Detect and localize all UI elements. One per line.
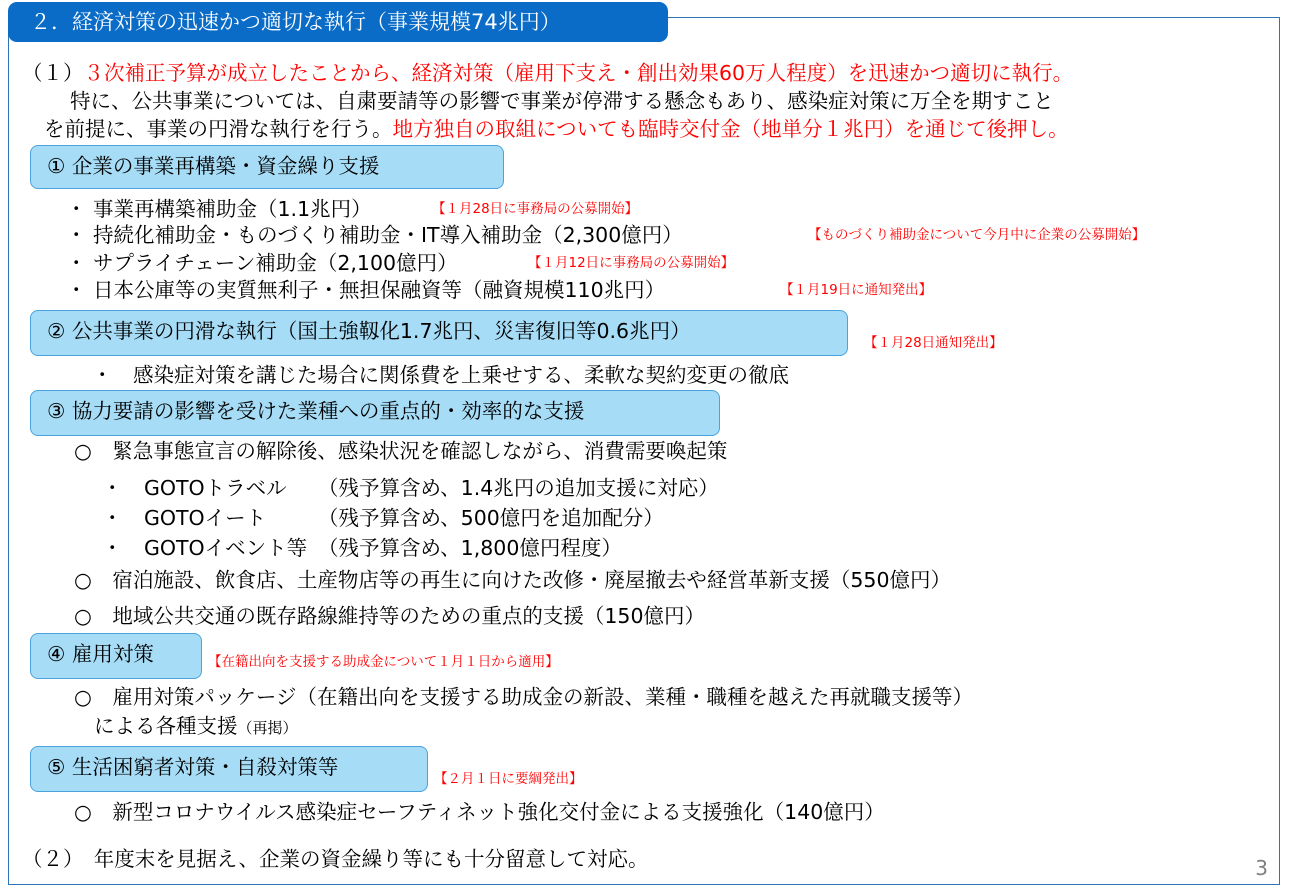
section-5-note: 【２月１日に要綱発出】 bbox=[434, 771, 583, 787]
section-header: ２．経済対策の迅速かつ適切な執行（事業規模74兆円） bbox=[8, 2, 668, 42]
section-3-item-3: ○ 地域公共交通の既存路線維持等のための重点的支援（150億円） bbox=[74, 604, 706, 628]
paragraph-1-line-3a: を前提に、事業の円滑な執行を行う。 bbox=[44, 117, 393, 141]
section-4-note: 【在籍出向を支援する助成金について１月１日から適用】 bbox=[208, 654, 559, 670]
section-3-sub-3-name: GOTOイベント等 bbox=[144, 536, 308, 560]
paragraph-1-red-text: ３次補正予算が成立したことから、経済対策（雇用下支え・創出効果60万人程度）を迅速かつ適切に執行。 bbox=[83, 61, 1074, 85]
section-4-item-2-repost: （再掲） bbox=[237, 719, 298, 737]
section-4-title-box: ④ 雇用対策 bbox=[30, 633, 202, 679]
section-2-item: ・ 感染症対策を講じた場合に関係費を上乗せする、柔軟な契約変更の徹底 bbox=[92, 363, 789, 387]
section-1-item-1-note: 【１月28日に事務局の公募開始】 bbox=[432, 201, 639, 217]
section-2-note: 【１月28日通知発出】 bbox=[864, 335, 1003, 351]
section-3-sub-1-bullet: ・ bbox=[102, 476, 123, 500]
paragraph-1-line-3 bbox=[44, 116, 1069, 142]
section-3-sub-2-bullet: ・ bbox=[102, 506, 123, 530]
section-2-title-box: ② 公共事業の円滑な執行（国土強靱化1.7兆円、災害復旧等0.6兆円） bbox=[30, 310, 848, 356]
paragraph-1-lead: （１） bbox=[22, 61, 84, 85]
section-1-item-3: ・ サプライチェーン補助金（2,100億円） bbox=[66, 251, 458, 275]
paragraph-1-line-3b: 地方独自の取組についても臨時交付金（地単分１兆円）を通じて後押し。 bbox=[392, 117, 1069, 141]
section-3-sub-1-name: GOTOトラベル bbox=[144, 476, 287, 500]
section-5-item: ○ 新型コロナウイルス感染症セーフティネット強化交付金による支援強化（140億円） bbox=[74, 800, 885, 824]
section-3-sub-2-desc: （残予算含め、500億円を追加配分） bbox=[318, 506, 664, 530]
paragraph-1-line-2: 特に、公共事業については、自粛要請等の影響で事業が停滞する懸念もあり、感染症対策に万全を期すこと bbox=[70, 89, 1054, 113]
section-1-item-4: ・ 日本公庫等の実質無利子・無担保融資等（融資規模110兆円） bbox=[66, 278, 666, 302]
section-3-title-box: ③ 協力要請の影響を受けた業種への重点的・効率的な支援 bbox=[30, 390, 720, 436]
section-4-item-2-text: による各種支援 bbox=[94, 714, 238, 738]
section-4-item-2 bbox=[94, 713, 298, 741]
section-1-item-4-note: 【１月19日に通知発出】 bbox=[780, 282, 933, 298]
section-1-item-1: ・ 事業再構築補助金（1.1兆円） bbox=[66, 197, 372, 221]
section-4-item-1: ○ 雇用対策パッケージ（在籍出向を支援する助成金の新設、業種・職種を越えた再就職支援等） bbox=[74, 685, 973, 709]
paragraph-1-line-1 bbox=[22, 60, 1073, 86]
section-1-title-box: ① 企業の事業再構築・資金繰り支援 bbox=[30, 145, 504, 189]
page-number: 3 bbox=[1255, 856, 1268, 880]
section-3-sub-3-bullet: ・ bbox=[102, 536, 123, 560]
section-3-item-2: ○ 宿泊施設、飲食店、土産物店等の再生に向けた改修・廃屋撤去や経営革新支援（550億円） bbox=[74, 568, 952, 592]
section-3-item-1: ○ 緊急事態宣言の解除後、感染状況を確認しながら、消費需要喚起策 bbox=[74, 439, 728, 463]
section-3-sub-3-desc: （残予算含め、1,800億円程度） bbox=[318, 536, 622, 560]
section-5-title-box: ⑤ 生活困窮者対策・自殺対策等 bbox=[30, 746, 428, 792]
section-1-item-3-note: 【１月12日に事務局の公募開始】 bbox=[528, 255, 735, 271]
section-1-item-2: ・ 持続化補助金・ものづくり補助金・IT導入補助金（2,300億円） bbox=[66, 223, 683, 247]
section-1-item-2-note: 【ものづくり補助金について今月中に企業の公募開始】 bbox=[808, 227, 1146, 243]
section-3-sub-2-name: GOTOイート bbox=[144, 506, 267, 530]
section-3-sub-1-desc: （残予算含め、1.4兆円の追加支援に対応） bbox=[318, 476, 719, 500]
paragraph-2: （２） 年度末を見据え、企業の資金繰り等にも十分留意して対応。 bbox=[22, 847, 649, 871]
